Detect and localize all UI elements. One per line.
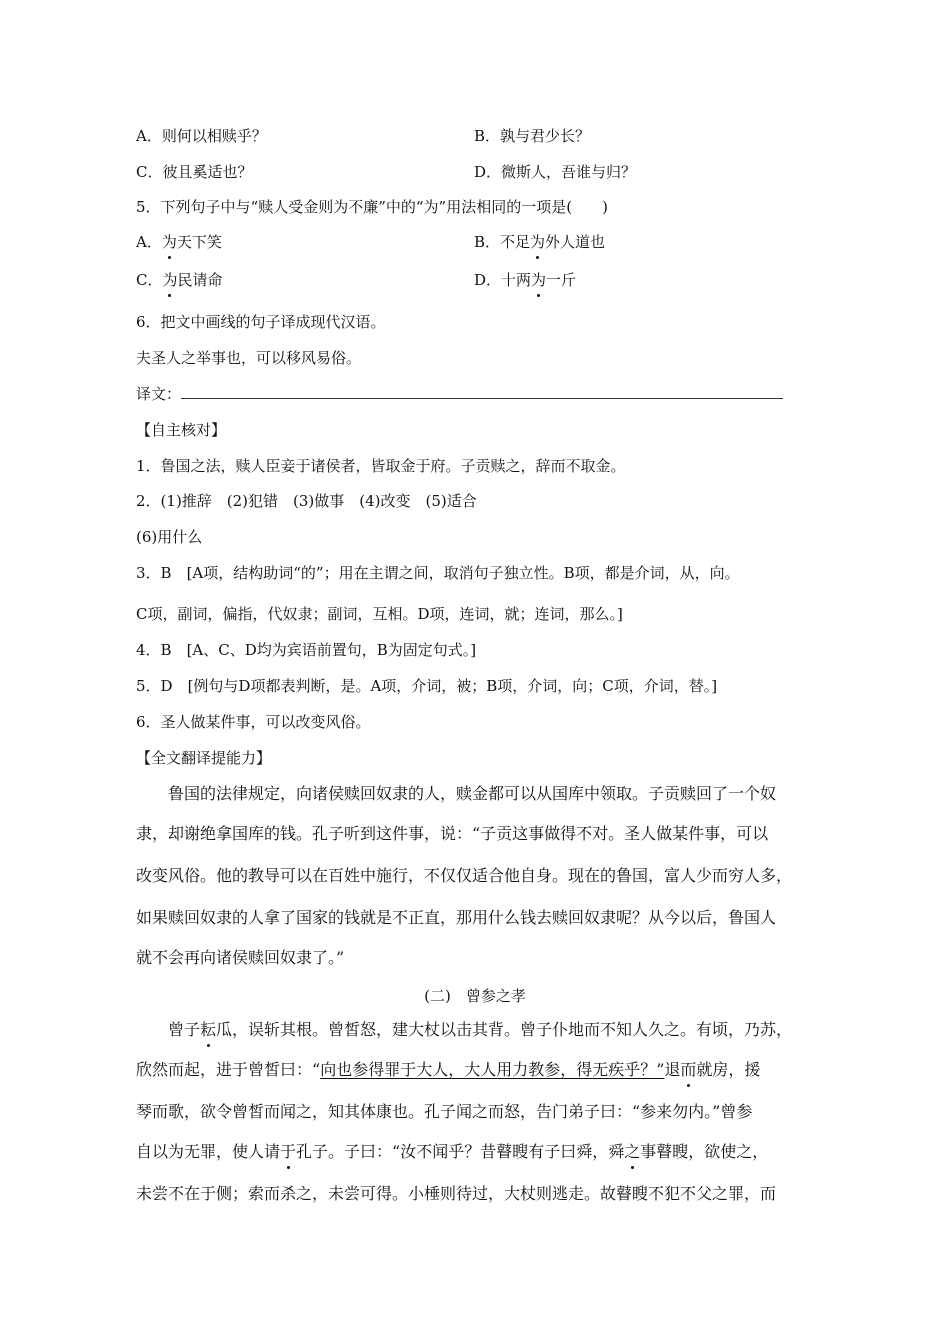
emphasis-dot-char: 之	[624, 1142, 641, 1161]
passage-line: 琴而歌，欲令曾皙而闻之，知其体康也。孔子闻之而怒，告门弟子曰：“参来勿内。”曾参	[136, 1102, 753, 1121]
q6-sentence: 夫圣人之举事也，可以移风易俗。	[136, 349, 362, 367]
translation-heading: 【全文翻译提能力】	[136, 749, 272, 767]
emphasis-dot-char: 为	[161, 233, 177, 251]
translation-line: 鲁国的法律规定，向诸侯赎回奴隶的人，赎金都可以从国库中领取。子贡赎回了一个奴	[168, 784, 777, 803]
passage-line: 自以为无罪，使人请于孔子。子曰：“汝不闻乎？昔瞽瞍有子曰舜，舜之事瞽瞍，欲使之，	[136, 1142, 769, 1161]
q5-stem: 5．下列句子中与“赎人受金则为不廉”中的“为”用法相同的一项是( )	[136, 198, 608, 216]
translation-line: 就不会再向诸侯赎回奴隶了。”	[136, 948, 345, 967]
translation-line: 隶，却谢绝拿国库的钱。孔子听到这件事，说：“子贡这事做得不对。圣人做某件事，可以	[136, 824, 769, 843]
check-line: 6．圣人做某件事，可以改变风俗。	[136, 713, 371, 731]
passage-line: 欣然而起，进于曾皙曰：“向也参得罪于大人，大人用力教参，得无疾乎？”退而就房，援	[136, 1060, 761, 1079]
check-line: 1．鲁国之法，赎人臣妾于诸侯者，皆取金于府。子贡赎之，辞而不取金。	[136, 457, 626, 475]
q4-option-b: B．孰与君少长？	[474, 127, 591, 145]
q5-option-a: A．为天下笑	[136, 233, 222, 251]
check-line: 3．B [A项，结构助词“的”；用在主谓之间，取消句子独立性。B项，都是介词，从，向。	[136, 564, 740, 582]
check-line: C项，副词，偏指，代奴隶；副词，互相。D项，连词，就；连词，那么。]	[136, 605, 623, 623]
q5-option-d: D．十两为一斤	[474, 271, 577, 289]
translation-line: 如果赎回奴隶的人拿了国家的钱就是不正直，那用什么钱去赎回奴隶呢？从今以后，鲁国人	[136, 908, 777, 927]
check-line: 5．D [例句与D项都表判断，是。A项，介词，被；B项，介词，向；C项，介词，替。]	[136, 677, 718, 695]
q4-option-a: A．则何以相赎乎？	[136, 127, 267, 145]
q6-answer-label: 译文：	[136, 385, 182, 403]
check-line: 2．(1)推辞 (2)犯错 (3)做事 (4)改变 (5)适合	[136, 492, 477, 510]
q6-stem: 6．把文中画线的句子译成现代汉语。	[136, 313, 386, 331]
emphasis-dot-char: 为	[530, 233, 546, 251]
check-heading: 【自主核对】	[136, 421, 227, 439]
check-line: (6)用什么	[136, 528, 203, 546]
check-line: 4．B [A、C、D均为宾语前置句，B为固定句式。]	[136, 641, 477, 659]
emphasis-dot-char: 耘	[200, 1020, 217, 1039]
q4-option-c: C．彼且奚适也？	[136, 163, 253, 181]
q4-option-d: D．微斯人，吾谁与归？	[474, 163, 637, 181]
passage-line: 曾子耘瓜，误斩其根。曾皙怒，建大杖以击其背。曾子仆地而不知人久之。有顷，乃苏，	[168, 1020, 793, 1039]
emphasis-dot-char: 于	[280, 1142, 297, 1161]
q5-option-b: B．不足为外人道也	[474, 233, 606, 251]
q6-answer-line	[136, 384, 783, 404]
passage-line: 未尝不在于侧；索而杀之，未尝可得。小棰则待过，大杖则逃走。故瞽瞍不犯不父之罪，而	[136, 1184, 777, 1203]
underlined-sentence: 向也参得罪于大人，大人用力教参，得无疾乎？”	[320, 1060, 665, 1079]
passage-title: (二) 曾参之孝	[424, 987, 526, 1005]
emphasis-dot-char: 而	[680, 1060, 697, 1079]
emphasis-dot-char: 为	[531, 271, 547, 289]
q5-option-c: C．为民请命	[136, 271, 223, 289]
answer-blank[interactable]	[181, 384, 783, 399]
translation-line: 改变风俗。他的教导可以在百姓中施行，不仅仅适合他自身。现在的鲁国，富人少而穷人多，	[136, 866, 793, 885]
emphasis-dot-char: 为	[162, 271, 178, 289]
